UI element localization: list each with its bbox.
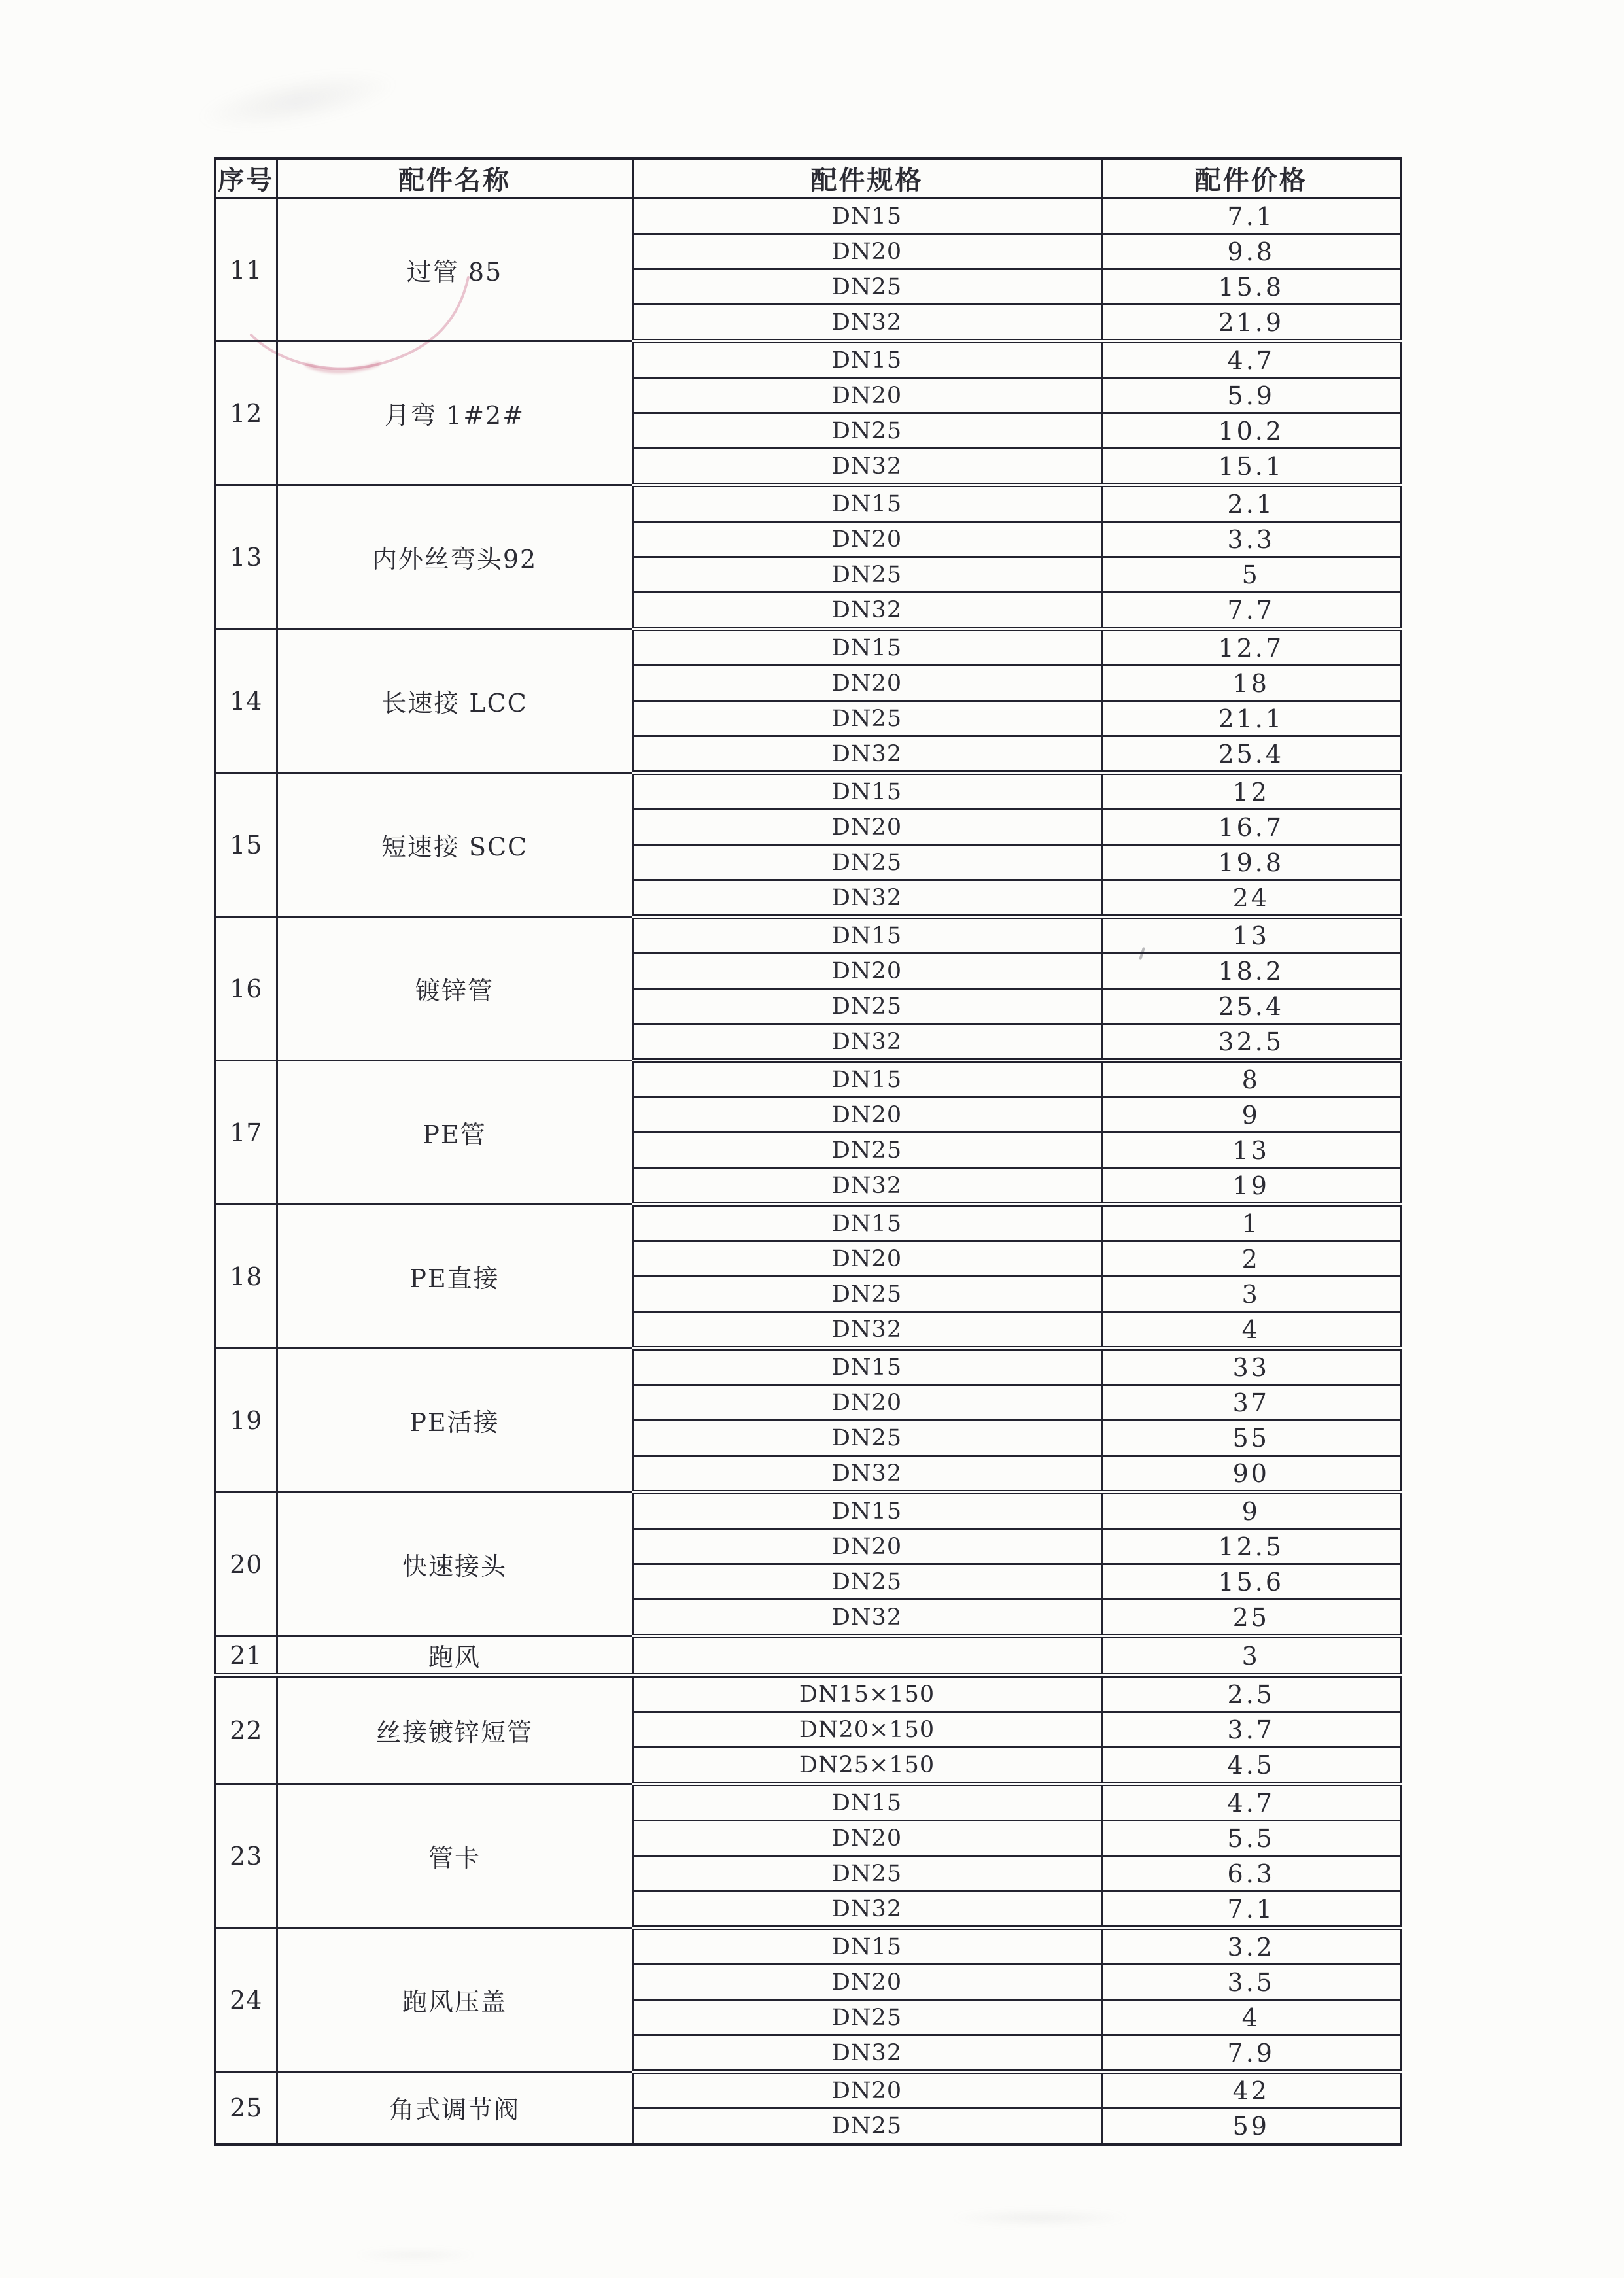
spec-cell: DN32 bbox=[632, 2035, 1101, 2072]
price-cell: 59 bbox=[1101, 2109, 1401, 2145]
spec-cell: DN15 bbox=[632, 1493, 1101, 1529]
price-cell: 9 bbox=[1101, 1493, 1401, 1529]
table-row bbox=[215, 773, 1401, 810]
spec-cell: DN32 bbox=[632, 449, 1101, 485]
price-cell: 24 bbox=[1101, 880, 1401, 917]
header-serial-number: 序号 bbox=[215, 158, 277, 198]
price-cell: 12.7 bbox=[1101, 629, 1401, 666]
price-cell: 4 bbox=[1101, 1312, 1401, 1349]
price-cell: 9 bbox=[1101, 1097, 1401, 1133]
spec-cell: DN15×150 bbox=[632, 1676, 1101, 1712]
price-cell: 25.4 bbox=[1101, 989, 1401, 1024]
part-name-cell: PE管 bbox=[277, 1061, 632, 1205]
spec-cell: DN20 bbox=[632, 1821, 1101, 1856]
serial-number-cell: 17 bbox=[215, 1061, 277, 1205]
price-cell: 3.7 bbox=[1101, 1712, 1401, 1748]
price-cell: 4.7 bbox=[1101, 1784, 1401, 1821]
part-name-cell: 内外丝弯头92 bbox=[277, 485, 632, 629]
price-cell: 7.9 bbox=[1101, 2035, 1401, 2072]
table-row bbox=[215, 1928, 1401, 1965]
scan-smudge bbox=[194, 60, 402, 142]
spec-cell: DN15 bbox=[632, 629, 1101, 666]
spec-cell: DN25 bbox=[632, 989, 1101, 1024]
price-cell: 5 bbox=[1101, 557, 1401, 593]
price-cell: 18 bbox=[1101, 666, 1401, 701]
serial-number-cell: 25 bbox=[215, 2072, 277, 2145]
spec-cell: DN15 bbox=[632, 917, 1101, 954]
scan-smudge bbox=[353, 2249, 477, 2262]
price-cell: 3.5 bbox=[1101, 1965, 1401, 2000]
table-row bbox=[215, 1349, 1401, 1385]
table-row bbox=[215, 198, 1401, 234]
serial-number-cell: 14 bbox=[215, 629, 277, 773]
spec-cell: DN25 bbox=[632, 269, 1101, 305]
spec-cell: DN25 bbox=[632, 701, 1101, 736]
price-cell: 3 bbox=[1101, 1636, 1401, 1676]
spec-cell: DN20 bbox=[632, 954, 1101, 989]
spec-cell: DN20 bbox=[632, 666, 1101, 701]
spec-cell: DN25 bbox=[632, 1133, 1101, 1168]
serial-number-cell: 23 bbox=[215, 1784, 277, 1928]
spec-cell: DN32 bbox=[632, 880, 1101, 917]
part-name-cell: 快速接头 bbox=[277, 1493, 632, 1636]
price-cell: 25.4 bbox=[1101, 736, 1401, 773]
price-cell: 13 bbox=[1101, 917, 1401, 954]
price-cell: 21.1 bbox=[1101, 701, 1401, 736]
table-header-row bbox=[215, 158, 1401, 198]
price-cell: 37 bbox=[1101, 1385, 1401, 1421]
price-cell: 5.5 bbox=[1101, 1821, 1401, 1856]
scan-smudge bbox=[948, 2209, 1132, 2226]
spec-cell: DN15 bbox=[632, 773, 1101, 810]
table-row bbox=[215, 1205, 1401, 1241]
part-name-cell: 跑风压盖 bbox=[277, 1928, 632, 2072]
part-name-cell: 短速接 SCC bbox=[277, 773, 632, 917]
price-cell: 15.1 bbox=[1101, 449, 1401, 485]
spec-cell: DN20 bbox=[632, 1097, 1101, 1133]
spec-cell: DN32 bbox=[632, 1456, 1101, 1493]
table-row bbox=[215, 1784, 1401, 1821]
price-cell: 18.2 bbox=[1101, 954, 1401, 989]
table-row bbox=[215, 1676, 1401, 1712]
part-name-cell: 丝接镀锌短管 bbox=[277, 1676, 632, 1784]
part-name-cell: 管卡 bbox=[277, 1784, 632, 1928]
part-name-cell: PE活接 bbox=[277, 1349, 632, 1493]
spec-cell: DN25 bbox=[632, 413, 1101, 449]
price-cell: 16.7 bbox=[1101, 810, 1401, 845]
price-cell: 12 bbox=[1101, 773, 1401, 810]
price-cell: 4.5 bbox=[1101, 1748, 1401, 1784]
spec-cell: DN15 bbox=[632, 1205, 1101, 1241]
header-part-price: 配件价格 bbox=[1101, 158, 1401, 198]
spec-cell: DN25 bbox=[632, 1856, 1101, 1891]
spec-cell: DN20 bbox=[632, 522, 1101, 557]
spec-cell: DN20 bbox=[632, 1529, 1101, 1564]
part-name-cell: 镀锌管 bbox=[277, 917, 632, 1061]
serial-number-cell: 12 bbox=[215, 341, 277, 485]
spec-cell: DN32 bbox=[632, 1600, 1101, 1636]
table-row bbox=[215, 1493, 1401, 1529]
price-cell: 21.9 bbox=[1101, 305, 1401, 341]
spec-cell: DN15 bbox=[632, 341, 1101, 378]
price-cell: 7.1 bbox=[1101, 1891, 1401, 1928]
price-cell: 7.7 bbox=[1101, 593, 1401, 629]
spec-cell: DN15 bbox=[632, 1928, 1101, 1965]
serial-number-cell: 15 bbox=[215, 773, 277, 917]
spec-cell: DN20 bbox=[632, 1385, 1101, 1421]
table-row bbox=[215, 917, 1401, 954]
price-table-body bbox=[215, 198, 1401, 2145]
price-cell: 15.8 bbox=[1101, 269, 1401, 305]
part-name-cell: 角式调节阀 bbox=[277, 2072, 632, 2145]
price-cell: 12.5 bbox=[1101, 1529, 1401, 1564]
header-part-name: 配件名称 bbox=[277, 158, 632, 198]
spec-cell: DN15 bbox=[632, 1349, 1101, 1385]
part-name-cell: 长速接 LCC bbox=[277, 629, 632, 773]
serial-number-cell: 16 bbox=[215, 917, 277, 1061]
serial-number-cell: 13 bbox=[215, 485, 277, 629]
price-cell: 2 bbox=[1101, 1241, 1401, 1277]
price-cell: 55 bbox=[1101, 1421, 1401, 1456]
price-cell: 7.1 bbox=[1101, 198, 1401, 234]
table-row bbox=[215, 629, 1401, 666]
part-name-cell: 月弯 1#2# bbox=[277, 341, 632, 485]
spec-cell: DN20 bbox=[632, 378, 1101, 413]
spec-cell: DN32 bbox=[632, 593, 1101, 629]
price-cell: 10.2 bbox=[1101, 413, 1401, 449]
price-cell: 1 bbox=[1101, 1205, 1401, 1241]
spec-cell: DN20 bbox=[632, 1241, 1101, 1277]
spec-cell: DN32 bbox=[632, 1891, 1101, 1928]
part-name-cell: 跑风 bbox=[277, 1636, 632, 1676]
spec-cell: DN25 bbox=[632, 845, 1101, 880]
spec-cell: DN25 bbox=[632, 557, 1101, 593]
parts-price-table bbox=[214, 157, 1402, 2146]
table-row bbox=[215, 2072, 1401, 2109]
price-cell: 2.1 bbox=[1101, 485, 1401, 522]
spec-cell: DN20 bbox=[632, 2072, 1101, 2109]
spec-cell: DN25 bbox=[632, 1277, 1101, 1312]
header-part-spec: 配件规格 bbox=[632, 158, 1101, 198]
spec-cell: DN32 bbox=[632, 1312, 1101, 1349]
table-row bbox=[215, 341, 1401, 378]
spec-cell: DN20 bbox=[632, 234, 1101, 269]
spec-cell: DN20 bbox=[632, 1965, 1101, 2000]
price-cell: 5.9 bbox=[1101, 378, 1401, 413]
spec-cell: DN25 bbox=[632, 1564, 1101, 1600]
table-row bbox=[215, 1636, 1401, 1676]
spec-cell: DN15 bbox=[632, 198, 1101, 234]
table-row bbox=[215, 1061, 1401, 1097]
price-cell: 3.2 bbox=[1101, 1928, 1401, 1965]
spec-cell: DN25 bbox=[632, 2000, 1101, 2035]
spec-cell: DN20 bbox=[632, 810, 1101, 845]
price-cell: 6.3 bbox=[1101, 1856, 1401, 1891]
spec-cell: DN15 bbox=[632, 1784, 1101, 1821]
spec-cell: DN32 bbox=[632, 1024, 1101, 1061]
spec-cell: DN25 bbox=[632, 1421, 1101, 1456]
price-cell: 13 bbox=[1101, 1133, 1401, 1168]
serial-number-cell: 18 bbox=[215, 1205, 277, 1349]
price-cell: 3.3 bbox=[1101, 522, 1401, 557]
spec-cell: DN32 bbox=[632, 736, 1101, 773]
serial-number-cell: 21 bbox=[215, 1636, 277, 1676]
price-cell: 33 bbox=[1101, 1349, 1401, 1385]
part-name-cell: PE直接 bbox=[277, 1205, 632, 1349]
price-cell: 9.8 bbox=[1101, 234, 1401, 269]
spec-cell: DN15 bbox=[632, 485, 1101, 522]
price-cell: 42 bbox=[1101, 2072, 1401, 2109]
price-cell: 8 bbox=[1101, 1061, 1401, 1097]
price-cell: 32.5 bbox=[1101, 1024, 1401, 1061]
price-cell: 19 bbox=[1101, 1168, 1401, 1205]
price-cell: 15.6 bbox=[1101, 1564, 1401, 1600]
serial-number-cell: 20 bbox=[215, 1493, 277, 1636]
price-cell: 4 bbox=[1101, 2000, 1401, 2035]
price-cell: 2.5 bbox=[1101, 1676, 1401, 1712]
spec-cell: DN32 bbox=[632, 305, 1101, 341]
spec-cell: DN25×150 bbox=[632, 1748, 1101, 1784]
spec-cell: DN15 bbox=[632, 1061, 1101, 1097]
serial-number-cell: 24 bbox=[215, 1928, 277, 2072]
spec-cell bbox=[632, 1636, 1101, 1676]
price-cell: 3 bbox=[1101, 1277, 1401, 1312]
spec-cell: DN25 bbox=[632, 2109, 1101, 2145]
table-row bbox=[215, 485, 1401, 522]
serial-number-cell: 11 bbox=[215, 198, 277, 341]
price-cell: 4.7 bbox=[1101, 341, 1401, 378]
serial-number-cell: 22 bbox=[215, 1676, 277, 1784]
price-cell: 19.8 bbox=[1101, 845, 1401, 880]
spec-cell: DN20×150 bbox=[632, 1712, 1101, 1748]
price-cell: 90 bbox=[1101, 1456, 1401, 1493]
price-cell: 25 bbox=[1101, 1600, 1401, 1636]
part-name-cell: 过管 85 bbox=[277, 198, 632, 341]
serial-number-cell: 19 bbox=[215, 1349, 277, 1493]
spec-cell: DN32 bbox=[632, 1168, 1101, 1205]
